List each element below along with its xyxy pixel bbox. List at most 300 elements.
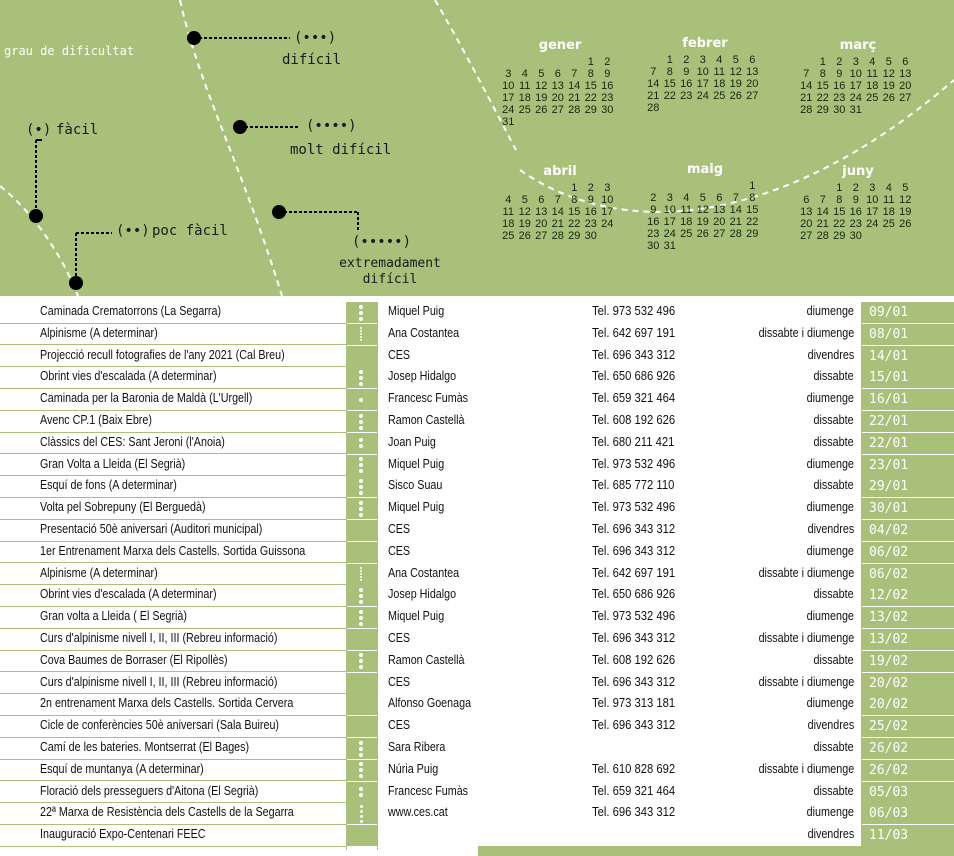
activity-name: Esquí de muntanya (A determinar) [40,761,204,776]
difficulty-dot [359,659,363,663]
calendar-day: 19 [899,206,912,218]
contact-name: Alfonso Goenaga [388,696,472,711]
calendar-day [550,56,567,68]
difficulty-dot [359,653,363,657]
difficulty-dots [357,346,365,367]
calendar-day [881,104,898,116]
activity-name: Presentació 50è aniversari (Auditori municipal) [40,522,263,536]
calendar-day: 2 [587,182,594,194]
calendar-day: 10 [502,80,515,92]
calendar-day: 24 [502,104,515,116]
calendar-day: 1 [836,182,843,194]
calendar-day: 15 [746,204,759,216]
calendar-day: 10 [866,194,879,206]
contact-phone: Tel. 696 343 312 [592,543,676,558]
calendar-day: 20 [713,216,726,228]
activity-date: 13/02 [861,629,954,650]
difficulty-dots [357,411,365,432]
legend-symbol-dificil: (•••) [294,30,337,46]
calendar-day [678,102,695,114]
contact-name: Josep Hidalgo [388,369,457,384]
calendar-day: 19 [882,80,895,92]
activity-date: 08/01 [861,324,954,345]
header-panel [0,0,954,296]
calendar-day: 15 [568,206,581,218]
table-row [0,346,954,367]
calendar-day: 25 [866,92,879,104]
contact-name: CES [388,631,411,645]
difficulty-dot [360,336,362,338]
calendar-day [533,56,550,68]
calendar-day: 16 [833,80,846,92]
activity-name: Avenc CP.1 (Baix Ebre) [40,413,152,427]
contact-phone: Tel. 608 192 626 [592,652,676,667]
calendar-day: 23 [833,92,846,104]
calendar-day: 24 [866,218,879,230]
calendar-day: 26 [899,218,912,230]
legend-label-facil: fàcil [56,122,99,138]
calendar-day: 20 [746,78,759,90]
difficulty-dot [359,616,363,620]
calendar-day: 22 [816,92,829,104]
calendar-day: 31 [849,104,862,116]
calendar-day: 8 [571,194,578,206]
calendar-day: 13 [746,66,759,78]
calendar-day: 20 [899,80,912,92]
legend-label-dificil: difícil [282,52,342,68]
calendar-day [695,102,712,114]
contact-name: CES [388,522,411,536]
difficulty-dots [357,476,365,497]
activity-name: Cova Baumes de Borraser (El Ripollès) [40,652,228,667]
calendar-day: 29 [746,228,759,240]
calendar-day: 10 [663,204,676,216]
legend-symbol-molt-dificil: (••••) [306,118,357,134]
difficulty-dots [357,324,365,345]
table-row [0,367,954,388]
activity-date: 06/03 [861,803,954,824]
activity-name: 22ª Marxa de Resistència dels Castells de la Segarra [40,805,294,820]
contact-phone: Tel. 973 532 496 [592,304,676,318]
calendar-day [517,56,534,68]
calendar-day [645,54,662,66]
calendar-day: 17 [502,92,515,104]
calendar-day: 21 [568,92,581,104]
calendar-day: 5 [699,192,706,204]
calendar-day: 3 [852,56,859,68]
activity-name: Projecció recull fotografies de l'any 2021 (Cal Breu) [40,347,285,362]
table-row [0,694,954,715]
difficulty-dot [359,479,363,483]
calendar-day: 7 [554,194,561,206]
table-row [0,716,954,737]
difficulty-dot [360,810,363,813]
row-divider [0,846,346,847]
day-of-week: diumenge [806,543,854,558]
activity-date: 20/02 [861,673,954,694]
calendar-day: 28 [551,230,564,242]
calendar-day [695,240,712,252]
calendar-day-grid [500,182,620,242]
calendar-month [798,164,918,242]
difficulty-dots [357,760,365,781]
calendar-day: 26 [882,92,895,104]
activity-name: Curs d'alpinisme nivell I, II, III (Rebreu informació) [40,674,278,689]
calendar-day: 1 [819,56,826,68]
calendar-day: 19 [518,218,531,230]
difficulty-dots [357,782,365,803]
day-of-week: divendres [807,347,854,362]
calendar-day: 5 [732,54,739,66]
calendar-day [662,180,679,192]
contact-name: Miquel Puig [388,304,445,318]
difficulty-dot [359,665,363,669]
activity-date: 30/01 [861,498,954,519]
calendar-day [744,102,761,114]
table-row [0,782,954,803]
calendar-day-grid [645,180,765,252]
calendar-day: 7 [571,68,578,80]
calendar-month [500,38,620,128]
calendar-day: 10 [849,68,862,80]
calendar-day [550,116,567,128]
activity-name: Curs d'alpinisme nivell I, II, III (Rebreu informació) [40,631,278,645]
calendar-day: 26 [518,230,531,242]
table-row [0,629,954,650]
activity-date: 06/02 [861,542,954,563]
calendar-day: 5 [538,68,545,80]
difficulty-dot [360,567,362,569]
activity-name: Gran volta a Lleida ( El Segrià) [40,609,187,624]
activity-date: 04/02 [861,520,954,541]
contact-name: Ana Costantea [388,325,460,340]
calendar-day: 9 [683,66,690,78]
calendar-day: 28 [729,228,742,240]
calendar-day-grid [798,56,918,116]
calendar-day: 2 [852,182,859,194]
calendar-day: 25 [882,218,895,230]
day-of-week: dissabte [813,413,854,427]
difficulty-dots [357,738,365,759]
column-divider [346,302,347,850]
calendar-day: 15 [816,80,829,92]
calendar-day [599,116,616,128]
legend-label-molt-dificil: molt difícil [290,142,392,158]
difficulty-dots [357,542,365,563]
calendar-day: 20 [535,218,548,230]
table-row [0,411,954,432]
difficulty-dot [359,594,363,598]
day-of-week: diumenge [806,609,854,624]
calendar-day: 18 [882,206,895,218]
activity-date: 20/02 [861,694,954,715]
column-divider [861,302,862,850]
calendar-day: 17 [866,206,879,218]
calendar-day: 15 [663,78,676,90]
difficulty-dots [357,564,365,585]
day-of-week: dissabte [813,652,854,667]
calendar-day [566,116,583,128]
calendar-day [517,116,534,128]
calendar-day: 10 [601,194,614,206]
contact-phone: Tel. 642 697 191 [592,565,676,580]
calendar-day [897,104,914,116]
calendar-day: 1 [666,54,673,66]
activity-name: Obrint vies d'escalada (A determinar) [40,587,217,602]
calendar-day: 11 [502,206,514,218]
difficulty-dot [359,457,363,461]
activity-name: Cicle de conferències 50è aniversari (Sala Buireu) [40,718,280,733]
difficulty-dot [359,741,363,745]
difficulty-dot [359,762,363,766]
calendar-day [678,180,695,192]
calendar-day: 23 [601,92,614,104]
difficulty-dots [357,433,365,454]
calendar-day: 27 [800,230,813,242]
table-row [0,607,954,628]
calendar-day [711,180,728,192]
calendar-day [662,102,679,114]
difficulty-dots [357,585,365,606]
difficulty-dot [359,317,363,321]
calendar-day: 9 [836,68,843,80]
calendar-day: 2 [836,56,843,68]
calendar-day: 13 [899,68,912,80]
calendar-day: 8 [749,192,756,204]
calendar-day [533,116,550,128]
calendar-day [533,182,550,194]
calendar-day: 30 [601,104,614,116]
calendar-day: 18 [502,218,515,230]
day-of-week: dissabte [813,369,854,384]
difficulty-dot [359,463,363,467]
calendar-day: 6 [716,192,723,204]
calendar-day: 9 [604,68,611,80]
contact-phone: Tel. 685 772 110 [592,478,675,493]
calendar-day [728,240,745,252]
difficulty-dot [359,774,363,778]
calendar-day: 13 [535,206,548,218]
day-of-week: diumenge [806,391,854,406]
activity-date: 11/03 [861,825,954,846]
calendar-day [881,230,898,242]
contact-phone: Tel. 650 686 926 [592,587,676,602]
calendar-day: 14 [800,80,813,92]
table-row [0,803,954,824]
calendar-day [583,116,600,128]
calendar-day [500,182,517,194]
difficulty-dot [359,768,363,772]
calendar-month-name: febrer [682,36,728,51]
legend-symbol-facil: (•) [26,122,52,138]
calendar-day: 4 [521,68,528,80]
day-of-week: diumenge [806,805,854,820]
calendar-day: 2 [683,54,690,66]
difficulty-dots [357,367,365,388]
calendar-day [711,240,728,252]
calendar-day: 1 [571,182,578,194]
calendar-day: 28 [568,104,581,116]
contact-phone: Tel. 680 211 421 [592,434,675,449]
calendar-day: 3 [604,182,611,194]
difficulty-dot [360,327,362,329]
day-of-week: diumenge [806,456,854,471]
activity-date: 12/02 [861,585,954,606]
calendar-day: 17 [663,216,676,228]
activity-date: 26/02 [861,760,954,781]
difficulty-dot [360,570,362,572]
day-of-week: divendres [807,718,854,733]
calendar-day: 24 [663,228,676,240]
calendar-day: 13 [713,204,726,216]
activity-date: 15/01 [861,367,954,388]
difficulty-dot [359,747,363,751]
calendar-day: 4 [683,192,690,204]
calendar-day: 7 [819,194,826,206]
activity-name: Alpinisme (A determinar) [40,565,158,580]
difficulty-dots [357,607,365,628]
difficulty-dot [359,414,363,418]
activity-name: Caminada per la Baronia de Maldà (L'Urgell) [40,391,253,406]
calendar-day: 11 [883,194,895,206]
table-row [0,389,954,410]
activity-name: Gran Volta a Lleida (El Segrià) [40,456,186,471]
calendar-day: 30 [833,104,846,116]
difficulty-dots [357,498,365,519]
difficulty-dot [359,444,363,448]
calendar-month [798,38,918,116]
calendar-day: 20 [800,218,813,230]
calendar-day: 8 [666,66,673,78]
activity-date: 16/01 [861,389,954,410]
calendar-day: 17 [849,80,862,92]
calendar-day: 12 [729,66,742,78]
calendar-day [728,102,745,114]
calendar-day: 5 [885,56,892,68]
calendar-day: 28 [816,230,829,242]
calendar-day: 12 [518,206,531,218]
calendar-day [517,182,534,194]
calendar-day: 3 [699,54,706,66]
difficulty-dots [357,302,365,323]
calendar-day [566,56,583,68]
calendar-day: 16 [584,206,597,218]
calendar-day: 22 [584,92,597,104]
calendar-day: 14 [729,204,742,216]
difficulty-dots [357,825,365,846]
calendar-day: 16 [647,216,660,228]
legend-label-extremadament: extremadament difícil [339,256,441,287]
calendar-day-grid [500,56,620,128]
contact-phone: Tel. 642 697 191 [592,325,676,340]
calendar-day: 21 [800,92,813,104]
contact-phone: Tel. 973 532 496 [592,609,676,624]
calendar-day [728,180,745,192]
calendar-day: 27 [551,104,564,116]
calendar-day: 28 [800,104,813,116]
calendar-month-name: juny [842,164,874,179]
calendar-day: 16 [849,206,862,218]
calendar-day: 26 [729,90,742,102]
table-row [0,324,954,345]
difficulty-dot [359,420,363,424]
calendar-day: 25 [502,230,515,242]
calendar-day [645,180,662,192]
column-divider [377,302,378,850]
calendar-day: 14 [647,78,660,90]
calendar-day: 4 [505,194,512,206]
table-row [0,651,954,672]
calendar-day [599,230,616,242]
calendar-day: 11 [519,80,531,92]
table-row [0,476,954,497]
calendar-day-grid [798,182,918,242]
activity-date: 13/02 [861,607,954,628]
calendar-day: 16 [601,80,614,92]
contact-phone: Tel. 696 343 312 [592,674,676,689]
calendar-day: 22 [746,216,759,228]
calendar-day: 29 [584,104,597,116]
calendar-day [864,104,881,116]
table-row [0,760,954,781]
day-of-week: diumenge [806,304,854,318]
calendar-day: 15 [833,206,846,218]
calendar-day: 18 [866,80,879,92]
calendar-day: 24 [696,90,709,102]
contact-phone: Tel. 973 532 496 [592,456,676,471]
bottom-band [478,846,954,856]
difficulty-dots [357,673,365,694]
calendar-day: 30 [584,230,597,242]
difficulty-dot [359,787,363,791]
day-of-week: dissabte i diumenge [758,325,854,340]
difficulty-dot [359,753,363,757]
calendar-day: 24 [849,92,862,104]
calendar-day: 17 [601,206,614,218]
difficulty-dot [359,426,363,430]
calendar-day: 14 [551,206,564,218]
calendar-day: 6 [554,68,561,80]
difficulty-dot [359,501,363,505]
difficulty-dots [357,694,365,715]
contact-phone: Tel. 696 343 312 [592,631,676,645]
calendar-day: 12 [696,204,709,216]
contact-name: Miquel Puig [388,456,445,471]
contact-name: Ana Costantea [388,565,460,580]
day-of-week: dissabte [813,783,854,798]
contact-name: Ramon Castellà [388,652,465,667]
calendar-day: 19 [535,92,548,104]
difficulty-dot [359,507,363,511]
contact-name: CES [388,347,411,362]
calendar-day: 31 [663,240,676,252]
calendar-day: 21 [816,218,829,230]
activity-date: 23/01 [861,455,954,476]
difficulty-dot [360,579,362,581]
calendar-day: 26 [535,104,548,116]
calendar-day: 24 [601,218,614,230]
calendar-day: 31 [502,116,515,128]
calendar-day: 16 [680,78,693,90]
table-row [0,585,954,606]
difficulty-dot [360,576,362,578]
calendar-day: 19 [696,216,709,228]
activity-name: Esquí de fons (A determinar) [40,478,177,493]
calendar-day-grid [645,54,765,114]
activity-name: Obrint vies d'escalada (A determinar) [40,369,217,384]
activity-name: 1er Entrenament Marxa dels Castells. Sortida Guissona [40,543,306,558]
calendar-day: 28 [647,102,660,114]
